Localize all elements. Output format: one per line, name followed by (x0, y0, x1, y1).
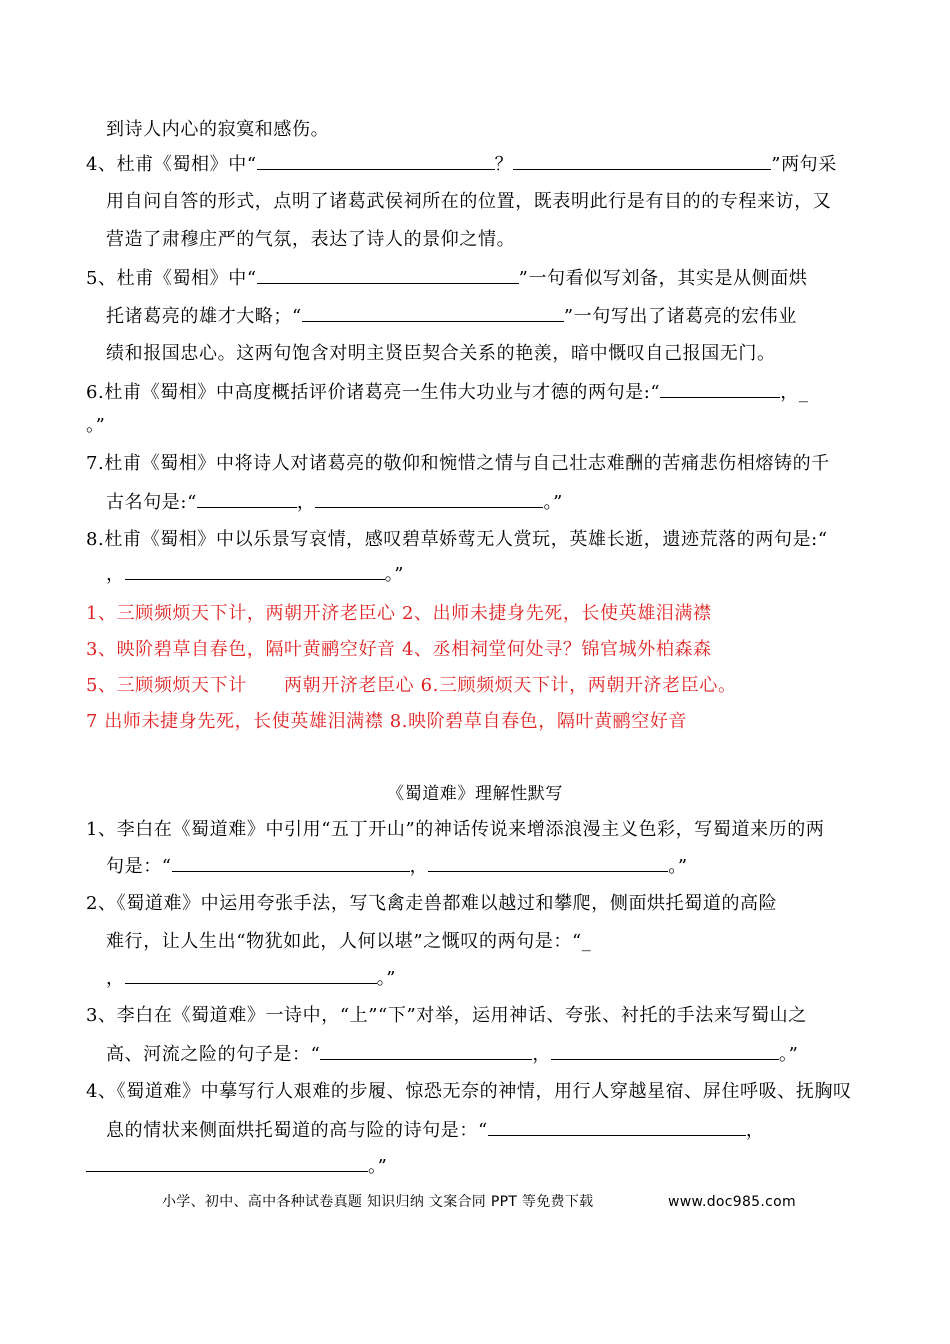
text-line: 绩和报国忠心。这两句饱含对明主贤臣契合关系的艳羡，暗中慨叹自己报国无门。 (106, 343, 776, 364)
question-4: 4、杜甫《蜀相》中“ ？ ”两句采 (86, 154, 837, 175)
text-line: 到诗人内心的寂寞和感伤。 (106, 119, 330, 140)
answer-blank (257, 266, 519, 284)
text-line: 难行，让人生出“物犹如此，人何以堪”之慨叹的两句是：“_ (106, 931, 592, 952)
answer-line: 5、三顾频烦天下计 两朝开济老臣心 6.三顾频烦天下计，两朝开济老臣心。 (86, 675, 737, 696)
text-line: ， 。” (106, 564, 405, 585)
answer-blank (257, 152, 495, 170)
text-line: 。” (86, 1154, 387, 1179)
section-title: 《蜀道难》理解性默写 (387, 784, 563, 804)
text-line: 高、河流之险的句子是：“ ， 。” (106, 1044, 799, 1065)
question-4b: 4、《蜀道难》中摹写行人艰难的步履、惊恐无奈的神情，用行人穿越星宿、屏住呼吸、抚胸叹 (86, 1081, 852, 1102)
text-line: 用自问自答的形式，点明了诸葛武侯祠所在的位置，既表明此行是有目的的专程来访，又 (106, 191, 832, 212)
question-8: 8.杜甫《蜀相》中以乐景写哀情，感叹碧草娇莺无人赏玩，英雄长逝，遗迹荒落的两句是:“ (86, 529, 828, 550)
footer-link[interactable]: www.doc985.com (668, 1194, 796, 1210)
answer-line: 7 出师未捷身先死，长使英雄泪满襟 8.映阶碧草自春色，隔叶黄鹂空好音 (86, 711, 688, 732)
text-line: 句是：“ ， 。” (106, 856, 688, 877)
answer-blank (315, 490, 543, 508)
answer-line: 3、映阶碧草自春色，隔叶黄鹂空好音 4、丞相祠堂何处寻？锦官城外柏森森 (86, 639, 712, 660)
text-line: 古名句是:“ ， 。” (106, 492, 563, 513)
text-line: 息的情状来侧面烘托蜀道的高与险的诗句是：“ ， (106, 1120, 765, 1141)
answer-blank (428, 854, 668, 872)
answer-blank (125, 562, 385, 580)
text-line: ， 。” (106, 968, 397, 989)
text-line: 托诸葛亮的雄才大略；“ ”一句写出了诸葛亮的宏伟业 (106, 306, 797, 327)
answer-blank (172, 854, 410, 872)
question-6: 6.杜甫《蜀相》中高度概括评价诸葛亮一生伟大功业与才德的两句是:“ ，_ (86, 382, 809, 403)
text-line: 营造了肃穆庄严的气氛，表达了诗人的景仰之情。 (106, 229, 516, 250)
question-5: 5、杜甫《蜀相》中“ ”一句看似写刘备，其实是从侧面烘 (86, 268, 808, 289)
answer-blank (660, 380, 780, 398)
question-3: 3、李白在《蜀道难》一诗中，“上”“下”对举，运用神话、夸张、衬托的手法来写蜀山之 (86, 1005, 807, 1026)
answer-blank (551, 1042, 779, 1060)
question-2: 2、《蜀道难》中运用夸张手法，写飞禽走兽都难以越过和攀爬，侧面烘托蜀道的高险 (86, 893, 778, 914)
answer-blank (86, 1154, 368, 1172)
answer-blank (488, 1118, 746, 1136)
answer-blank (302, 304, 564, 322)
footer-text: 小学、初中、高中各种试卷真题 知识归纳 文案合同 PPT 等免费下载 (162, 1194, 594, 1210)
answer-blank (197, 490, 297, 508)
question-1: 1、李白在《蜀道难》中引用“五丁开山”的神话传说来增添浪漫主义色彩，写蜀道来历的两 (86, 819, 825, 840)
text-line: 。” (86, 415, 106, 436)
answer-line: 1、三顾频烦天下计，两朝开济老臣心 2、出师未捷身先死，长使英雄泪满襟 (86, 603, 712, 624)
answer-blank (513, 152, 771, 170)
question-7: 7.杜甫《蜀相》中将诗人对诸葛亮的敬仰和惋惜之情与自己壮志难酬的苦痛悲伤相熔铸的千 (86, 453, 830, 474)
answer-blank (125, 966, 377, 984)
answer-blank (320, 1042, 532, 1060)
